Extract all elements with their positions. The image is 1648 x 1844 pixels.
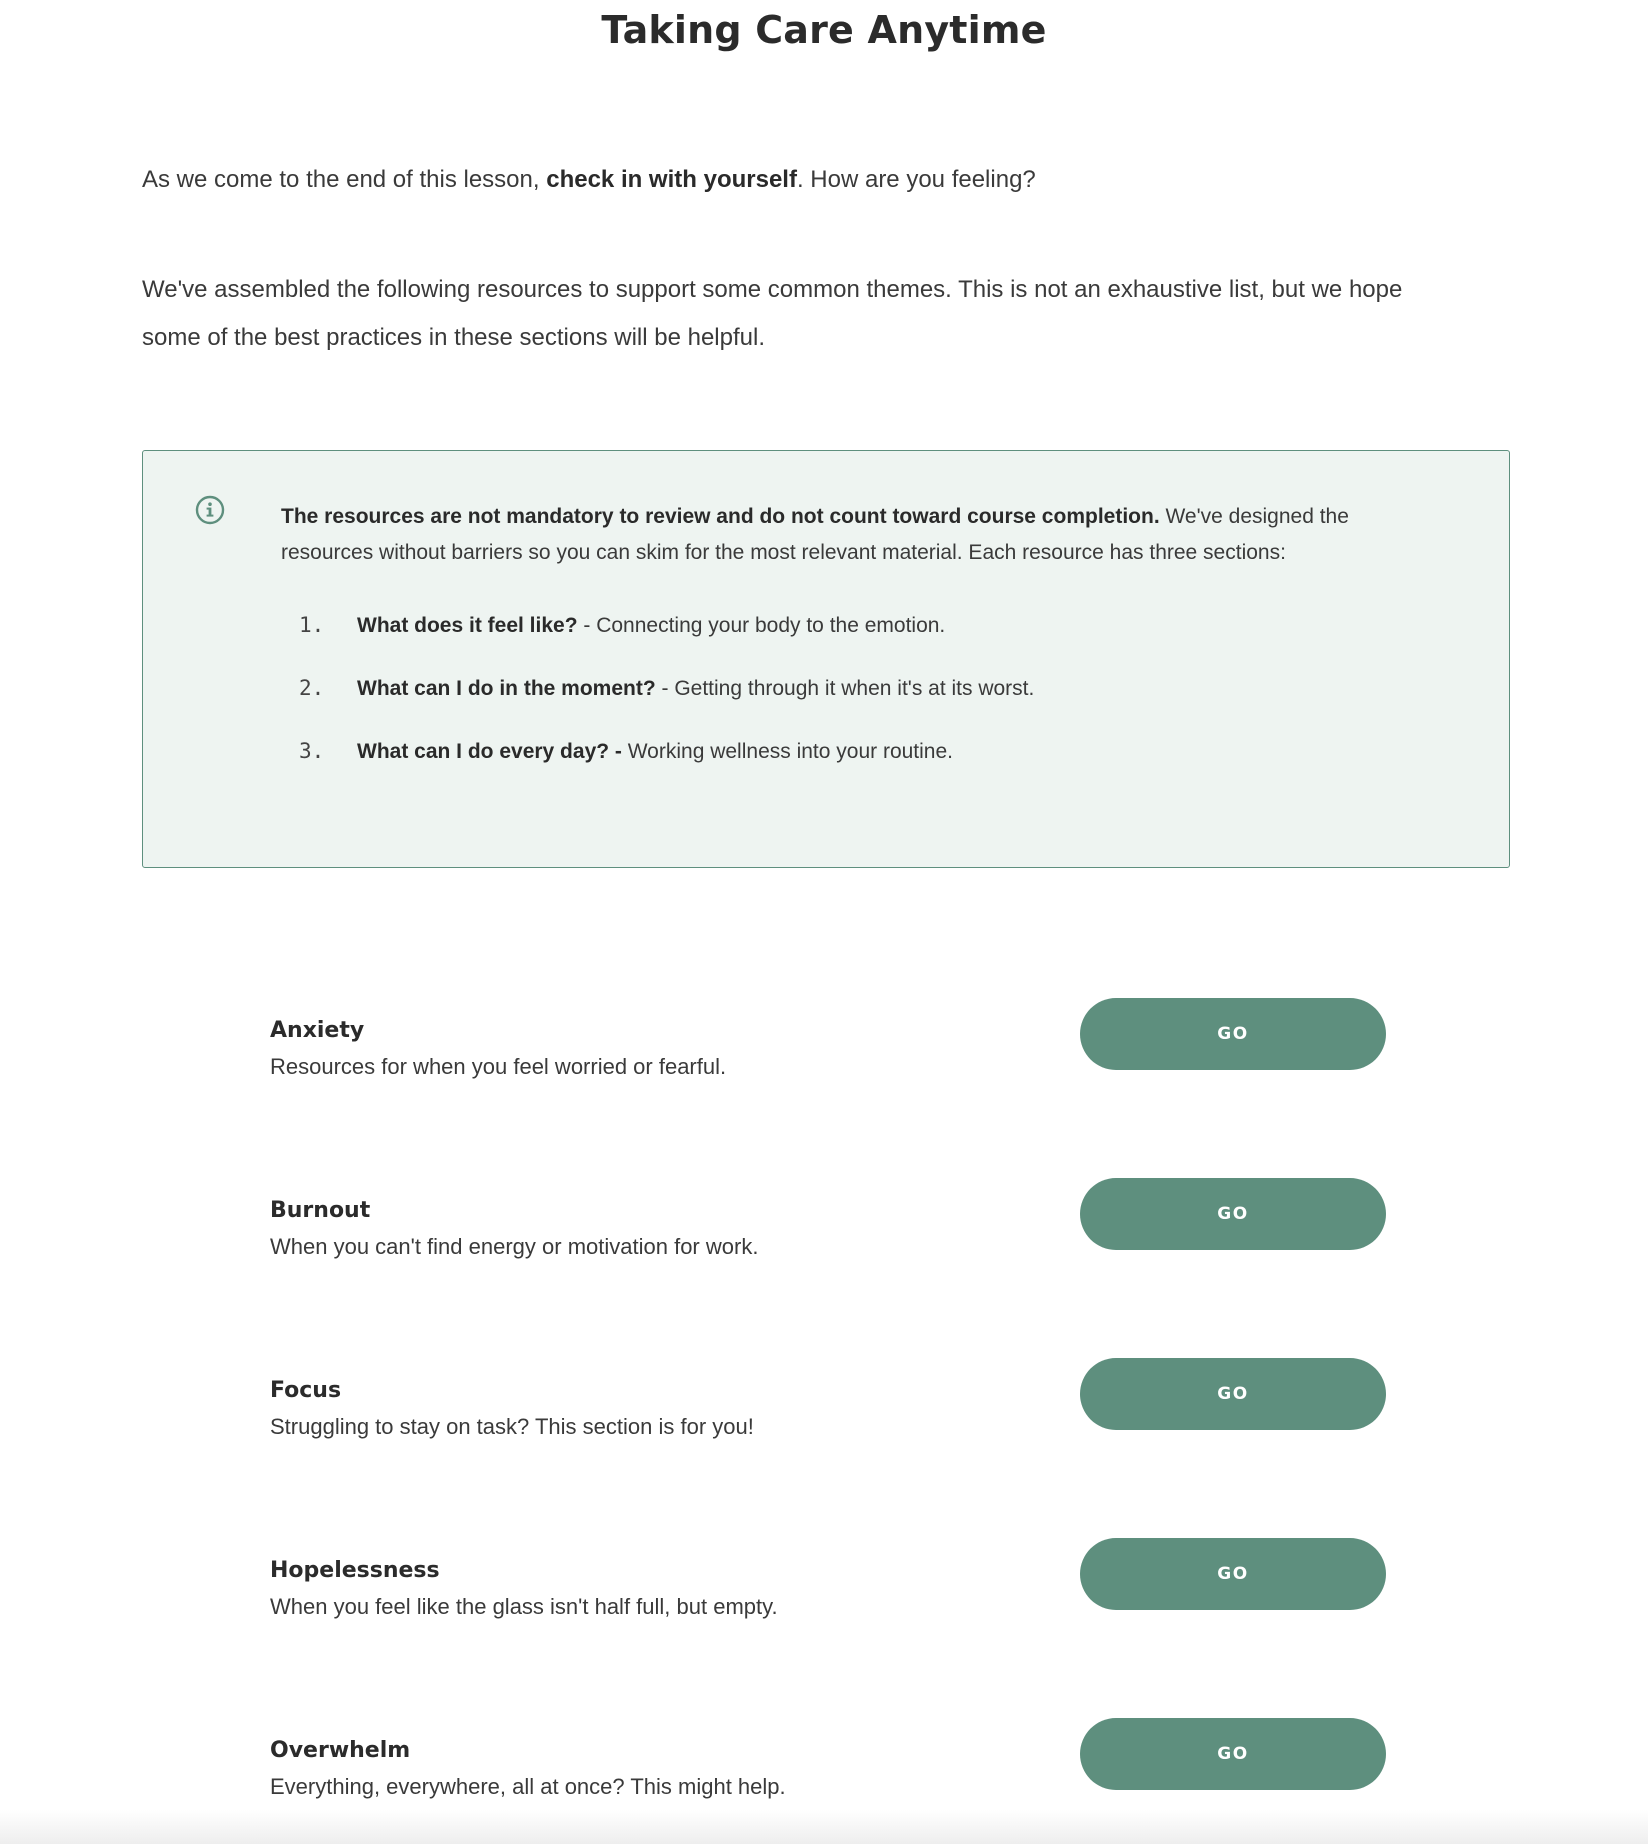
resource-title: Hopelessness bbox=[270, 1558, 440, 1583]
list-item bbox=[299, 733, 1034, 796]
list-item-bold: What can I do in the moment? bbox=[357, 677, 656, 700]
resource-description: Everything, everywhere, all at once? This might help. bbox=[270, 1774, 786, 1799]
info-circle-icon bbox=[195, 495, 225, 525]
list-number: 2. bbox=[299, 676, 325, 700]
resource-focus bbox=[270, 1378, 1386, 1452]
callout-line-2: resources without barriers so you can skim for the most relevant material. Each resource has three sections: bbox=[281, 541, 1286, 564]
resource-title: Anxiety bbox=[270, 1018, 365, 1043]
burnout-go-button[interactable]: GO bbox=[1080, 1178, 1386, 1250]
info-callout bbox=[142, 450, 1510, 868]
resource-description: Struggling to stay on task? This section is for you! bbox=[270, 1414, 754, 1439]
list-item bbox=[299, 607, 1034, 670]
list-item-text: - Getting through it when it's at its worst. bbox=[655, 677, 1035, 700]
page-title: Taking Care Anytime bbox=[601, 8, 1047, 52]
callout-line-1: We've designed the bbox=[1159, 505, 1349, 528]
intro-text: As we come to the end of this lesson, bbox=[142, 166, 547, 193]
list-number: 3. bbox=[299, 739, 325, 763]
list-item-bold: What can I do every day? - bbox=[357, 740, 622, 763]
hopelessness-go-button[interactable]: GO bbox=[1080, 1538, 1386, 1610]
resource-description: Resources for when you feel worried or fearful. bbox=[270, 1054, 727, 1079]
resource-burnout bbox=[270, 1198, 1386, 1272]
resource-anxiety bbox=[270, 1018, 1386, 1092]
resource-title: Overwhelm bbox=[270, 1738, 411, 1763]
callout-text bbox=[281, 499, 1441, 571]
resource-overwhelm bbox=[270, 1738, 1386, 1812]
resource-description: When you can't find energy or motivation for work. bbox=[270, 1234, 759, 1259]
section-list bbox=[299, 607, 1034, 796]
resource-hopelessness bbox=[270, 1558, 1386, 1632]
bottom-fade bbox=[0, 1810, 1648, 1844]
intro-line-1: We've assembled the following resources to support some common themes. This is not an exhaustive list, but we hope bbox=[142, 276, 1403, 303]
intro-line-2: some of the best practices in these sections will be helpful. bbox=[142, 324, 765, 351]
overwhelm-go-button[interactable]: GO bbox=[1080, 1718, 1386, 1790]
resource-title: Focus bbox=[270, 1378, 342, 1403]
resource-title: Burnout bbox=[270, 1198, 371, 1223]
list-number: 1. bbox=[299, 613, 325, 637]
focus-go-button[interactable]: GO bbox=[1080, 1358, 1386, 1430]
list-item bbox=[299, 670, 1034, 733]
intro-text: . How are you feeling? bbox=[796, 166, 1036, 193]
anxiety-go-button[interactable]: GO bbox=[1080, 998, 1386, 1070]
callout-bold: The resources are not mandatory to review and do not count toward course completion. bbox=[281, 505, 1160, 528]
intro-paragraph-1 bbox=[142, 156, 1522, 204]
intro-paragraph-2 bbox=[142, 266, 1522, 362]
intro-emphasis: check in with yourself bbox=[546, 166, 797, 193]
resource-description: When you feel like the glass isn't half full, but empty. bbox=[270, 1594, 778, 1619]
list-item-bold: What does it feel like? bbox=[357, 614, 578, 637]
list-item-text: - Connecting your body to the emotion. bbox=[577, 614, 946, 637]
list-item-text: Working wellness into your routine. bbox=[621, 740, 954, 763]
